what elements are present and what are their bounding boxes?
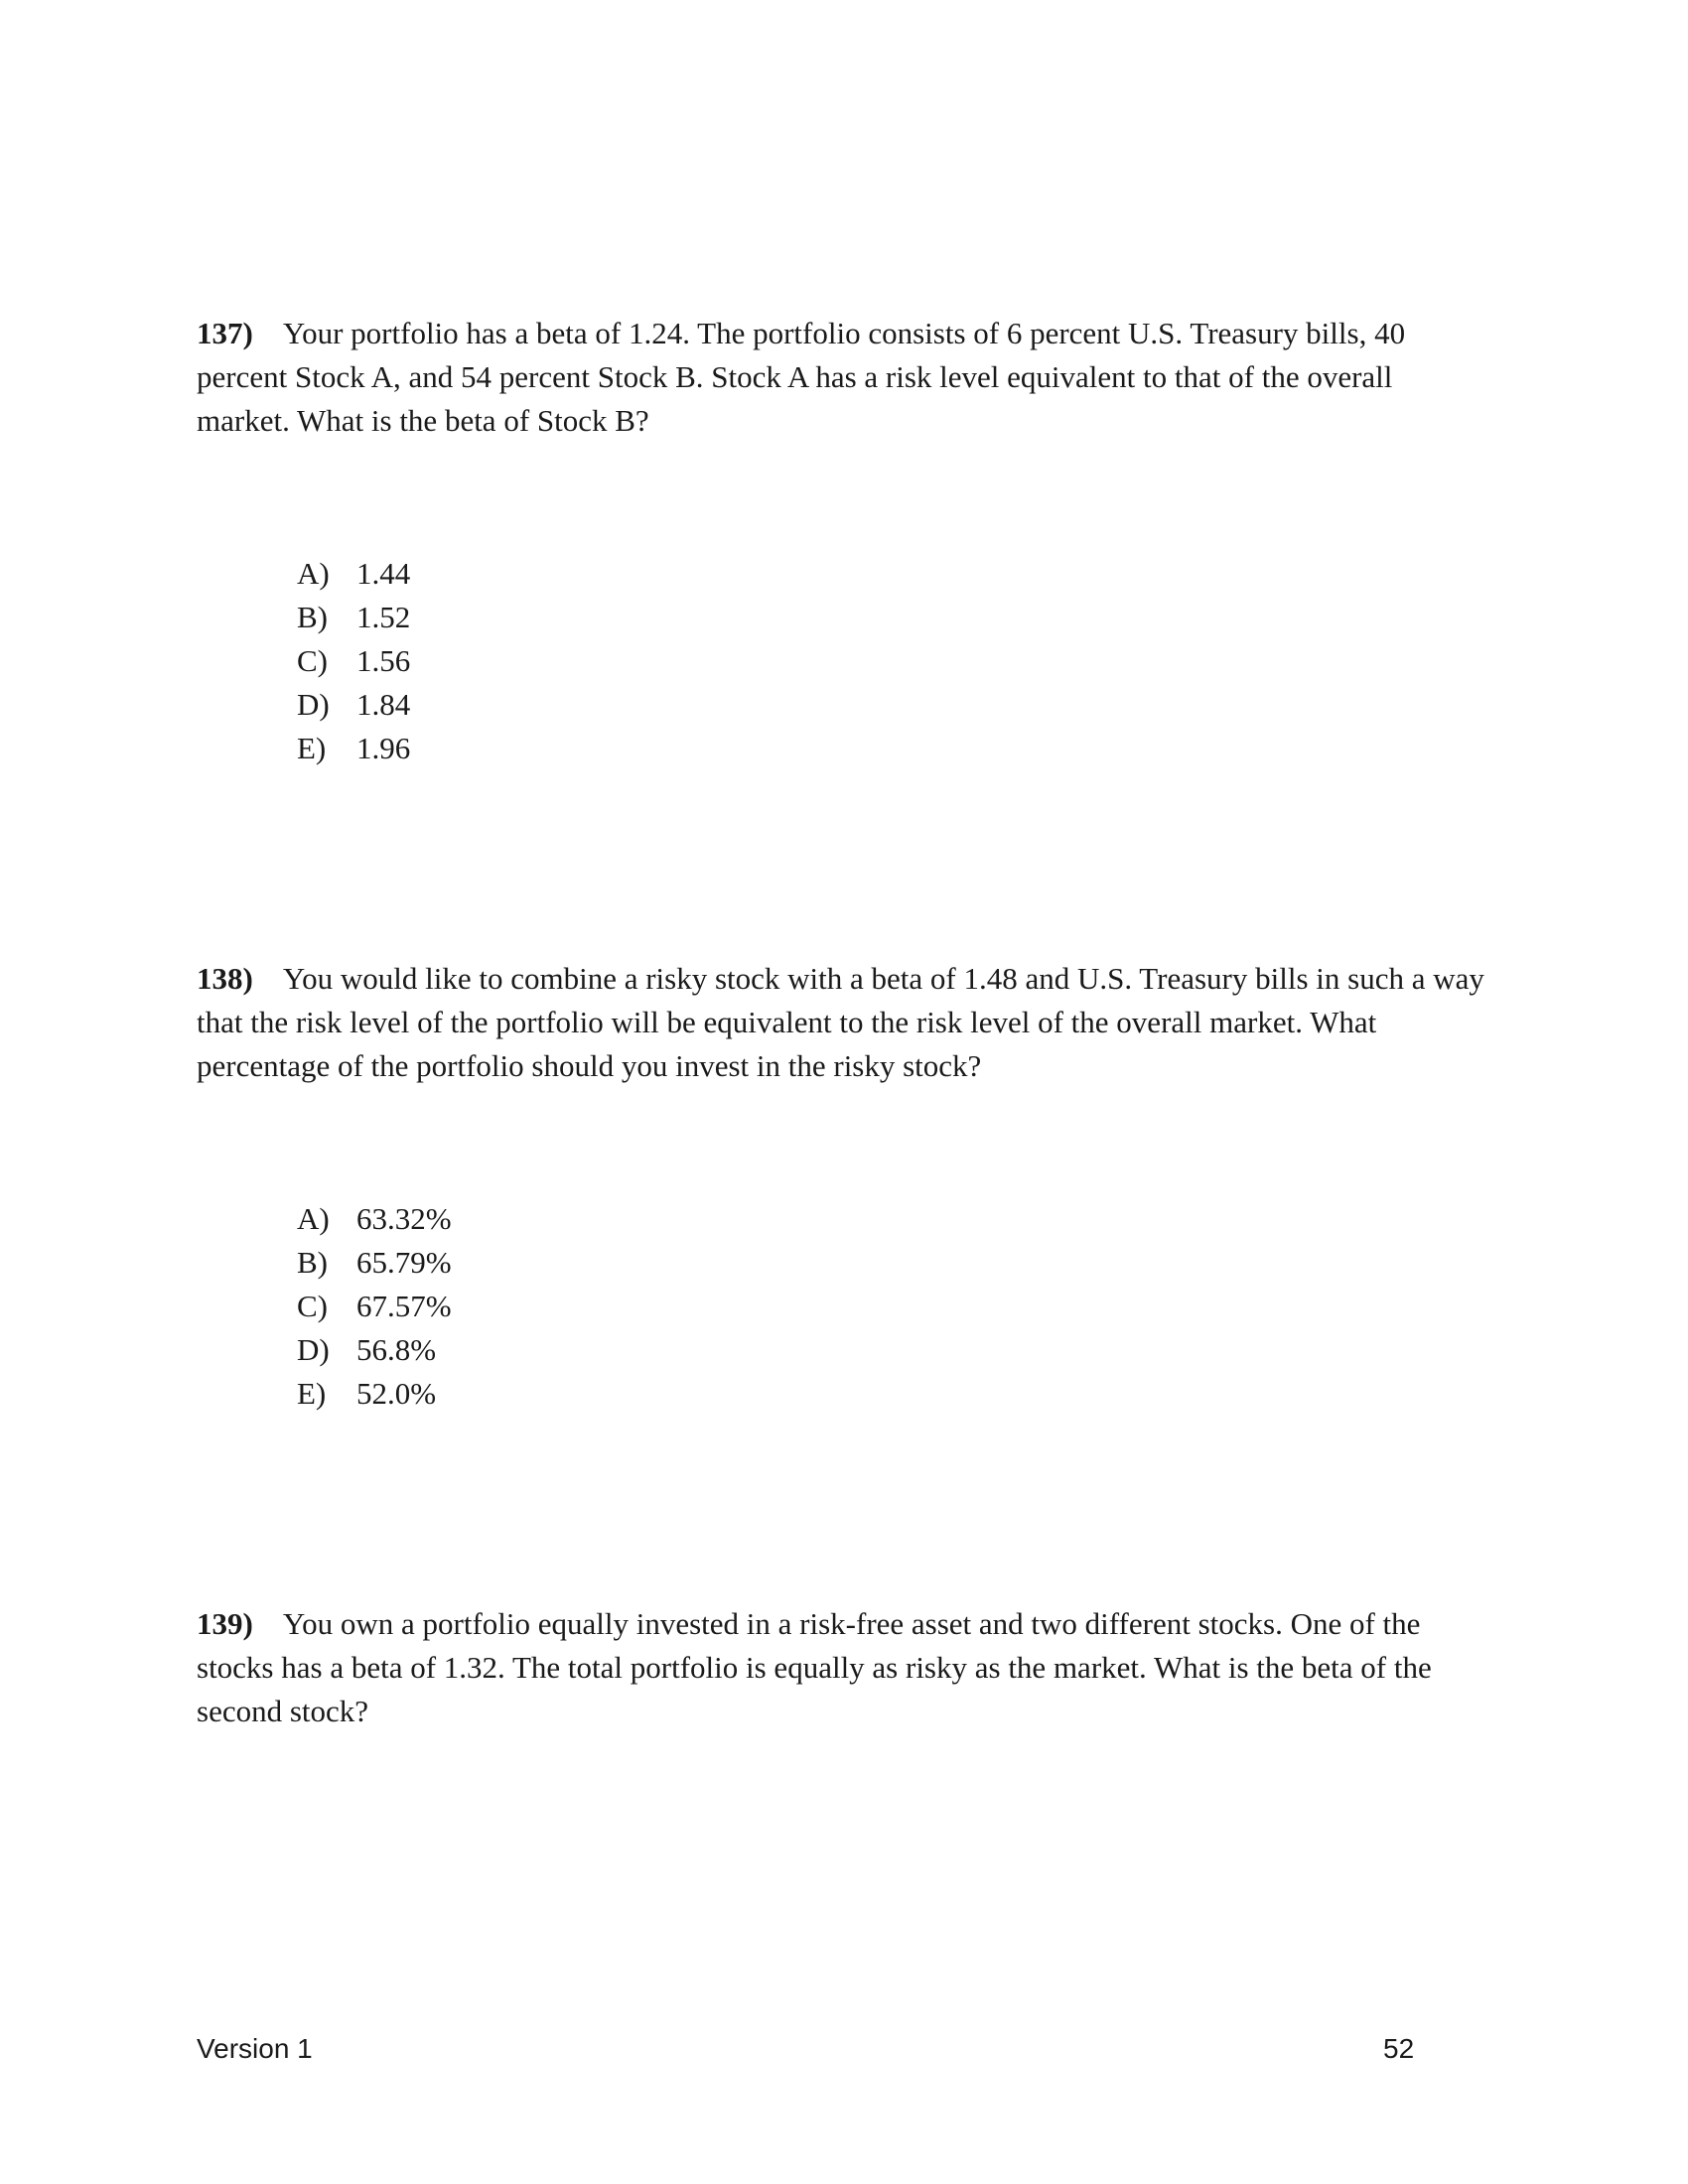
option-letter: A): [297, 556, 330, 591]
question-number: 139): [197, 1606, 253, 1641]
answer-option: [297, 1241, 452, 1285]
option-letter: E): [297, 731, 327, 765]
option-value: 52.0%: [356, 1376, 437, 1411]
answer-option: [297, 552, 410, 596]
option-value: 65.79%: [356, 1245, 452, 1280]
question-138: [197, 957, 1487, 1088]
answer-option: [297, 596, 410, 639]
answer-option: [297, 639, 410, 683]
option-value: 67.57%: [356, 1289, 452, 1323]
answer-option: [297, 1197, 452, 1241]
answer-options-137: [297, 552, 410, 770]
question-text: Your portfolio has a beta of 1.24. The portfolio consists of 6 percent U.S. Treasury bills, 40 percent Stock A, and 54 percent Stock B. Stock A has a risk level equivalent to that of the overall market. What is the beta of Stock B?: [197, 316, 1406, 438]
answer-option: [297, 1285, 452, 1328]
option-value: 1.84: [356, 687, 411, 722]
page-number: 52: [1383, 2033, 1415, 2064]
option-letter: D): [297, 687, 330, 722]
option-value: 56.8%: [356, 1332, 437, 1367]
option-letter: E): [297, 1376, 327, 1411]
option-value: 1.52: [356, 600, 411, 634]
answer-option: [297, 683, 410, 727]
option-value: 1.96: [356, 731, 411, 765]
option-value: 1.56: [356, 643, 411, 678]
answer-options-138: [297, 1197, 452, 1416]
answer-option: [297, 727, 410, 770]
option-letter: A): [297, 1201, 330, 1236]
option-letter: C): [297, 643, 328, 678]
option-letter: D): [297, 1332, 330, 1367]
question-137: [197, 312, 1487, 443]
footer-version: Version 1: [197, 2033, 313, 2064]
answer-option: [297, 1328, 452, 1372]
question-number: 138): [197, 961, 253, 996]
option-letter: B): [297, 1245, 328, 1280]
answer-option: [297, 1372, 452, 1416]
question-139: [197, 1602, 1487, 1733]
option-letter: C): [297, 1289, 328, 1323]
question-text: You own a portfolio equally invested in a risk-free asset and two different stocks. One of the stocks has a beta of 1.32. The total portfolio is equally as risky as the market. What is the beta of the second stock?: [197, 1606, 1432, 1728]
option-letter: B): [297, 600, 328, 634]
option-value: 63.32%: [356, 1201, 452, 1236]
question-text: You would like to combine a risky stock with a beta of 1.48 and U.S. Treasury bills in such a way that the risk level of the portfolio will be equivalent to the risk level of the overall market. What percentage of the portfolio should you invest in the risky stock?: [197, 961, 1484, 1083]
question-number: 137): [197, 316, 253, 350]
option-value: 1.44: [356, 556, 411, 591]
